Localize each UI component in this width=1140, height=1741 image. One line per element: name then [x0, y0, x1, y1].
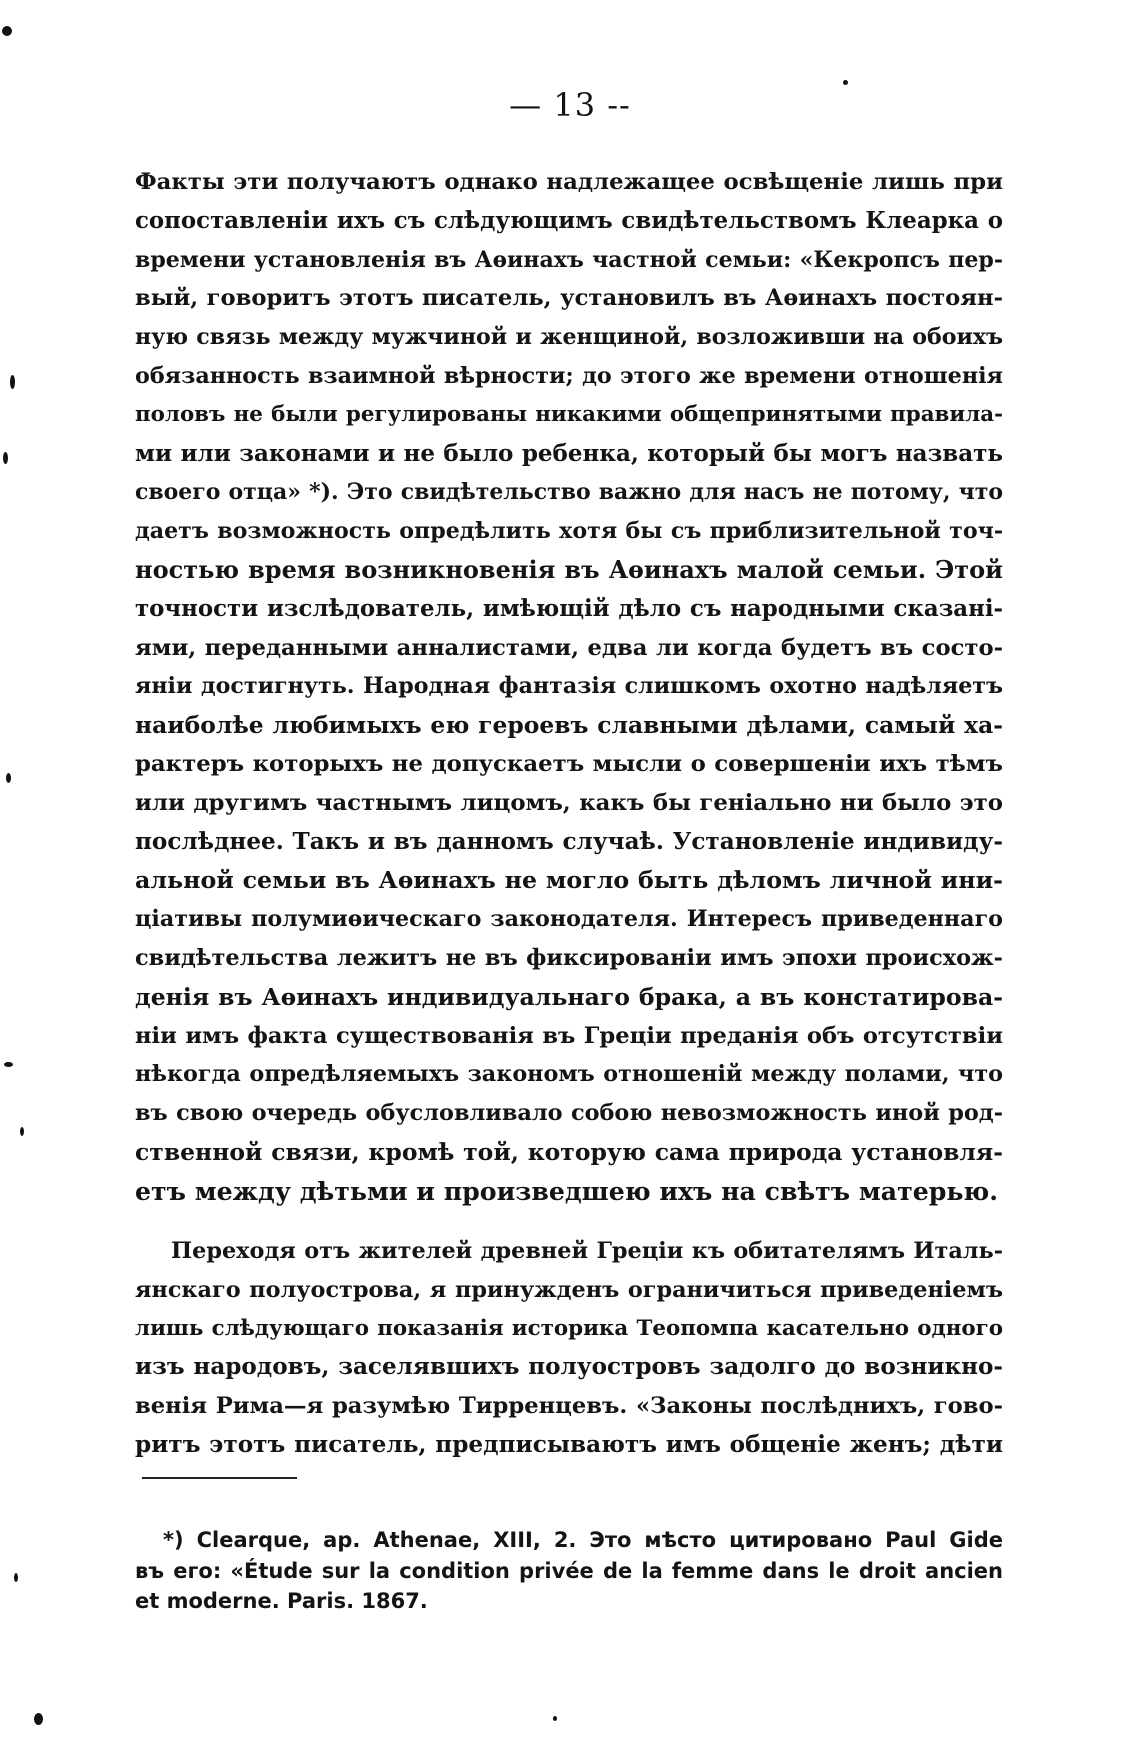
- text-line: или другимъ частнымъ лицомъ, какъ бы геніально ни было это: [135, 789, 1003, 816]
- footnote: [135, 1525, 1003, 1617]
- speck: [10, 375, 15, 389]
- text-line: даетъ возможность опредѣлить хотя бы съ приблизительной точ-: [135, 518, 1003, 545]
- footnote-line: *) Clearque, ap. Athenae, XIII, 2. Это мѣсто цитировано Paul Gide: [163, 1528, 1003, 1552]
- footnote-line: et moderne. Paris. 1867.: [135, 1589, 428, 1613]
- speck: [6, 773, 11, 783]
- text-line: Факты эти получаютъ однако надлежащее освѣщеніе лишь при: [135, 169, 1003, 195]
- paragraph-2: [135, 1232, 1003, 1465]
- text-line: ціативы полумиѳическаго законодателя. Интересъ приведеннаго: [135, 906, 1003, 933]
- text-line: половъ не были регулированы никакими общепринятыми правила-: [135, 401, 1003, 427]
- speck: [20, 1127, 24, 1136]
- text-line: рактеръ которыхъ не допускаетъ мысли о совершеніи ихъ тѣмъ: [135, 750, 1003, 777]
- text-line: ственной связи, кромѣ той, которую сама природа установля-: [135, 1137, 1003, 1166]
- text-line: времени установленія въ Аѳинахъ частной семьи: «Кекропсъ пер-: [135, 246, 1003, 273]
- text-line: въ свою очередь обусловливало собою невозможность иной род-: [135, 1100, 1003, 1127]
- text-line: изъ народовъ, заселявшихъ полуостровъ задолго до возникно-: [135, 1353, 1003, 1381]
- text-line: нѣкогда опредѣляемыхъ закономъ отношеній между полами, что: [135, 1061, 1003, 1088]
- footnote-line: въ его: «Étude sur la condition privée de la femme dans le droit ancien: [135, 1558, 1003, 1583]
- text-line: лишь слѣдующаго показанія историка Теопомпа касательно одного: [135, 1315, 1003, 1341]
- speck: [553, 1716, 557, 1721]
- speck: [14, 1573, 18, 1582]
- text-line: альной семьи въ Аѳинахъ не могло быть дѣломъ личной ини-: [135, 866, 1003, 895]
- speck: [34, 1713, 43, 1725]
- page-number: — 13 --: [509, 86, 631, 124]
- text-line: венія Рима—я разумѣю Тирренцевъ. «Законы послѣднихъ, гово-: [135, 1393, 1003, 1420]
- text-line: точности изслѣдователь, имѣющій дѣло съ народными сказані-: [135, 595, 1003, 622]
- text-line: обязанность взаимной вѣрности; до этого же времени отношенія: [135, 362, 1003, 389]
- text-line: ми или законами и не было ребенка, который бы могъ назвать: [135, 439, 1003, 467]
- speck: [2, 26, 12, 36]
- text-line: ную связь между мужчиной и женщиной, возложивши на обоихъ: [135, 324, 1003, 351]
- text-line: своего отца» *). Это свидѣтельство важно для насъ не потому, что: [135, 479, 1003, 506]
- text-line: янскаго полуострова, я принужденъ ограничиться приведеніемъ: [135, 1276, 1003, 1303]
- text-line: ніи имъ факта существованія въ Греціи преданія объ отсутствіи: [135, 1022, 1003, 1049]
- text-line: послѣднее. Такъ и въ данномъ случаѣ. Установленіе индивиду-: [135, 827, 1003, 855]
- text-line: ностью время возникновенія въ Аѳинахъ малой семьи. Этой: [135, 554, 1003, 584]
- speck: [843, 80, 848, 85]
- paragraph-1: [135, 163, 1003, 1211]
- text-line: вый, говоритъ этотъ писатель, установилъ въ Аѳинахъ постоян-: [135, 285, 1003, 312]
- text-line: етъ между дѣтьми и произведшею ихъ на свѣтъ матерью.: [135, 1175, 999, 1206]
- footnote-divider: [142, 1477, 297, 1479]
- text-line: ритъ этотъ писатель, предписываютъ имъ общеніе женъ; дѣти: [135, 1430, 1003, 1458]
- text-line: ями, переданными анналистами, едва ли когда будетъ въ состо-: [135, 634, 1003, 661]
- speck: [3, 452, 8, 464]
- text-line: свидѣтельства лежитъ не въ фиксированіи имъ эпохи происхож-: [135, 944, 1003, 971]
- text-line: денія въ Аѳинахъ индивидуальнаго брака, а въ констатирова-: [135, 982, 1003, 1011]
- speck: [4, 1062, 13, 1067]
- text-line: наиболѣе любимыхъ ею героевъ славными дѣлами, самый ха-: [135, 711, 1003, 740]
- text-line: яніи достигнуть. Народная фантазія слишкомъ охотно надѣляетъ: [135, 673, 1003, 700]
- text-line: Переходя отъ жителей древней Греціи къ обитателямъ Италь-: [171, 1238, 1003, 1264]
- text-line: сопоставленіи ихъ съ слѣдующимъ свидѣтельствомъ Клеарка о: [135, 207, 1003, 234]
